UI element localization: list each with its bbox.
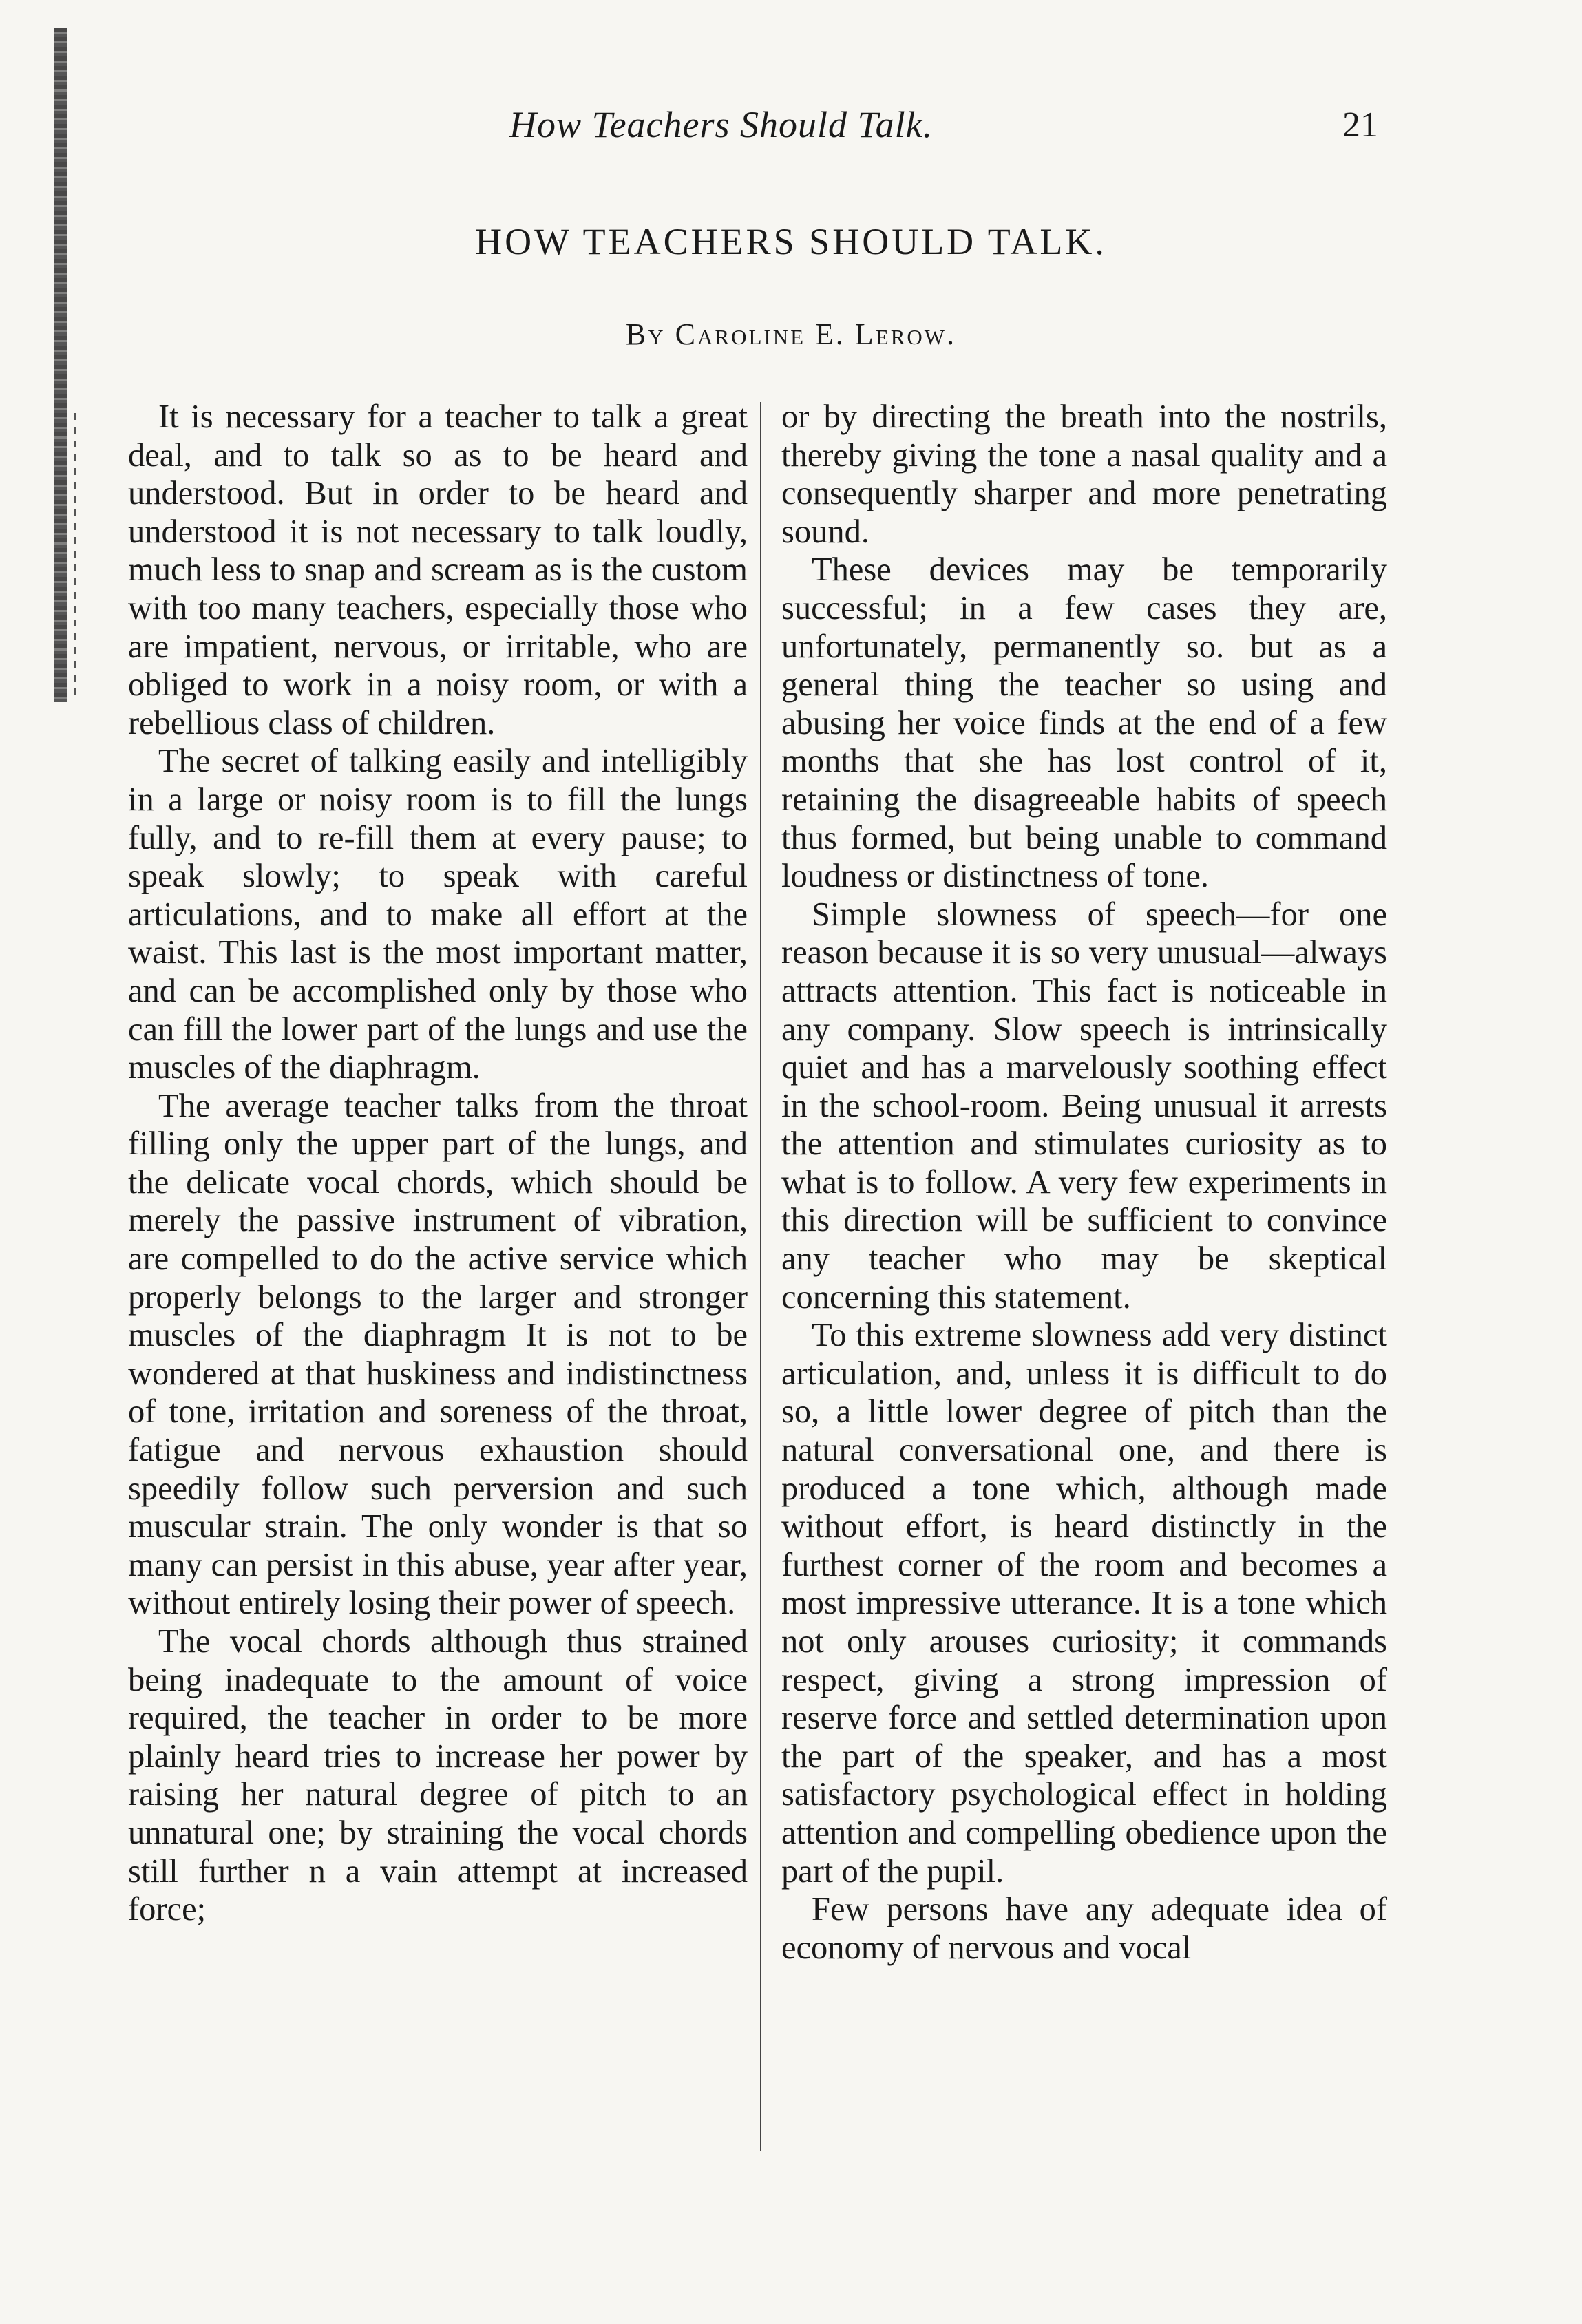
paragraph: The secret of talking easily and intelligibly in a large or noisy room is to fill the lungs fully, and to re-fill them at every pause; to speak slowly; to speak with careful articulations, and to make all effort at the waist. This last is the most important matter, and can be accomplished only by those who can fill the lower part of the lungs and use the muscles of the diaphragm. — [128, 743, 748, 1086]
article-title: HOW TEACHERS SHOULD TALK. — [475, 221, 1107, 262]
paragraph: It is necessary for a teacher to talk a great deal, and to talk so as to be heard and understood. But in order to be heard and understood it is not necessary to talk loudly, much less to snap and scream as is the custom with too many teachers, especially those who are impatient, nervous, or irritable, who are obliged to work in a noisy room, or with a rebellious class of children. — [128, 399, 748, 741]
running-head — [0, 103, 1582, 151]
paragraph: The vocal chords although thus strained being inadequate to the amount of voice required, the teacher in order to be more plainly heard tries to increase her power by raising her natural degree of pitch to an unnatural one; by straining the vocal chords still further n a vain attempt at increased force; — [128, 1623, 748, 1928]
right-column — [781, 398, 1387, 1967]
paragraph: These devices may be temporarily successful; in a few cases they are, unfortunately, permanently so. but as a general thing the teacher so using and abusing her voice finds at the end of a few months that she has lost control of it, retaining the disagreeable habits of speech thus formed, but being unable to command loudness or distinctness of tone. — [781, 551, 1387, 895]
running-title: How Teachers Should Talk. — [509, 104, 934, 145]
column-divider — [760, 402, 761, 2151]
byline: By Caroline E. Lerow. — [625, 317, 957, 351]
paragraph: Few persons have any adequate idea of economy of nervous and vocal — [781, 1891, 1387, 1966]
paragraph: The average teacher talks from the throat filling only the upper part of the lungs, and the delicate vocal chords, which should be merely the passive instrument of vibration, are compelled to do the active service which properly belongs to the larger and stronger muscles of the diaphragm It is not to be wondered at that huskiness and indistinctness of tone, irritation and soreness of the throat, fatigue and nervous exhaustion should speedily follow such perversion and such muscular strain. The only wonder is that so many can persist in this abuse, year after year, without entirely losing their power of speech. — [128, 1087, 748, 1622]
paragraph-continued: or by directing the breath into the nostrils, thereby giving the tone a nasal quality and a consequently sharper and more penetrating sound. — [781, 399, 1387, 550]
binding-shadow — [74, 413, 76, 702]
page-number: 21 — [1342, 105, 1378, 145]
paragraph: Simple slowness of speech—for one reason because it is so very unusual—always attracts attention. This fact is noticeable in any company. Slow speech is intrinsically quiet and has a marvelously soothing effect in the school-room. Being unusual it arrests the attention and stimulates curiosity as to what is to follow. A very few experiments in this direction will be sufficient to convince any teacher who may be skeptical concerning this statement. — [781, 896, 1387, 1316]
left-column — [128, 398, 748, 1929]
paragraph: To this extreme slowness add very distinct articulation, and, unless it is difficult to do so, a little lower degree of pitch than the natural conversational one, and there is produced a tone which, although made without effort, is heard distinctly in the furthest corner of the room and becomes a most impressive utterance. It is a tone which not only arouses curiosity; it commands respect, giving a strong impression of reserve force and settled determination upon the part of the speaker, and has a most satisfactory psychological effect in holding attention and compelling obedience upon the part of the pupil. — [781, 1317, 1387, 1890]
